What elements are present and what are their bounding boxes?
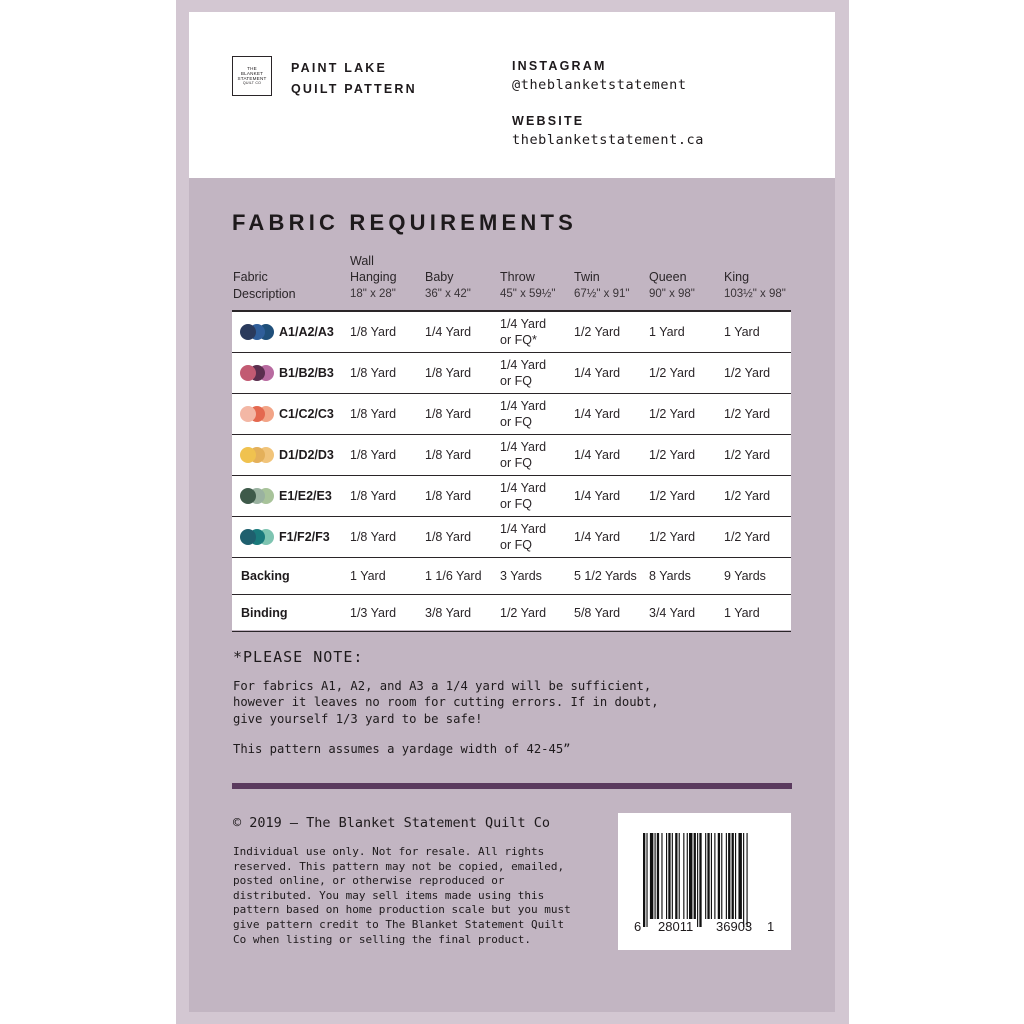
table-cell: 1/2 Yard — [724, 529, 771, 544]
row-label: A1/A2/A3 — [279, 324, 334, 339]
barcode-bar — [697, 833, 698, 927]
instagram-label: INSTAGRAM — [512, 59, 607, 73]
copyright: © 2019 – The Blanket Statement Quilt Co — [233, 815, 550, 831]
column-header-size: 18" x 28" — [350, 287, 396, 300]
color-swatch — [240, 529, 256, 545]
table-row — [232, 435, 791, 476]
table-cell: 1/2 Yard — [724, 365, 771, 380]
table-cell: 3/8 Yard — [425, 605, 472, 620]
table-cell: 1 Yard — [724, 324, 760, 339]
table-cell: 1/4 Yard or FQ — [500, 357, 547, 388]
table-cell: 1/2 Yard — [649, 447, 696, 462]
table-row — [232, 312, 791, 353]
row-label: Backing — [241, 568, 290, 583]
table-cell: 1 1/6 Yard — [425, 568, 482, 583]
row-label: D1/D2/D3 — [279, 447, 334, 462]
column-header-size: 90" x 98" — [649, 287, 695, 300]
color-swatch — [240, 365, 256, 381]
table-cell: 1/8 Yard — [425, 488, 472, 503]
instagram-handle[interactable]: @theblanketstatement — [512, 77, 687, 93]
column-header — [350, 253, 397, 303]
column-header — [574, 269, 629, 302]
table-cell: 1 Yard — [724, 605, 760, 620]
table-cell: 1/4 Yard — [425, 324, 472, 339]
column-header-label: Baby — [425, 270, 454, 284]
table-row — [232, 476, 791, 517]
column-header-size: 45" x 59½" — [500, 287, 556, 300]
swatch-group — [240, 365, 274, 381]
table-cell: 1/2 Yard — [500, 605, 547, 620]
table-row — [232, 595, 791, 632]
barcode-bar — [675, 833, 677, 919]
fabric-table — [232, 310, 791, 630]
table-cell: 1/4 Yard or FQ — [500, 480, 547, 511]
column-header — [724, 269, 786, 302]
barcode-bar — [657, 833, 659, 919]
section-title: FABRIC REQUIREMENTS — [232, 210, 578, 235]
table-cell: 1 Yard — [350, 568, 386, 583]
barcode-bar — [683, 833, 684, 919]
color-swatch — [240, 406, 256, 422]
barcode-bar — [714, 833, 715, 919]
swatch-group — [240, 406, 274, 422]
barcode-bar — [721, 833, 722, 919]
header-box — [189, 12, 835, 178]
note-title: *PLEASE NOTE: — [233, 648, 364, 666]
barcode-bar — [732, 833, 734, 919]
column-header — [500, 269, 555, 302]
website-label: WEBSITE — [512, 114, 585, 128]
column-header — [649, 269, 695, 302]
table-cell: 1/8 Yard — [425, 447, 472, 462]
table-row — [232, 353, 791, 394]
column-header-label: Queen — [649, 270, 687, 284]
table-cell: 1/2 Yard — [724, 447, 771, 462]
barcode-bar — [655, 833, 656, 919]
color-swatch — [240, 447, 256, 463]
barcode-bar — [747, 833, 748, 927]
logo-line: BLANKET — [240, 71, 264, 76]
barcode-bar — [705, 833, 706, 919]
column-header — [425, 269, 471, 302]
table-cell: 1/4 Yard or FQ — [500, 521, 547, 552]
barcode — [618, 813, 791, 950]
column-header-label: King — [724, 270, 750, 284]
barcode-digits-right: 36903 — [716, 919, 753, 934]
pattern-name-line2: QUILT PATTERN — [291, 82, 417, 96]
table-cell: 1/3 Yard — [350, 605, 397, 620]
table-cell: 1/8 Yard — [350, 406, 397, 421]
barcode-bar — [672, 833, 673, 919]
table-row — [232, 394, 791, 435]
logo-line: THE — [247, 66, 257, 71]
barcode-bar — [743, 833, 744, 927]
note-body: For fabrics A1, A2, and A3 a 1/4 yard will be sufficient, however it leaves no room for cutting errors. If in doubt, give yourself 1/3 yard to be safe! — [233, 679, 659, 726]
table-cell: 1/8 Yard — [350, 365, 397, 380]
barcode-bar — [738, 833, 741, 919]
barcode-digits-left: 28011 — [658, 919, 694, 934]
barcode-bar — [661, 833, 662, 919]
row-label: Binding — [241, 605, 288, 620]
barcode-digit-check: 1 — [767, 919, 775, 934]
barcode-bar — [679, 833, 680, 919]
table-cell: 1/4 Yard — [574, 529, 621, 544]
table-cell: 5/8 Yard — [574, 605, 621, 620]
column-header-label: Hanging — [350, 270, 397, 284]
divider — [232, 783, 792, 789]
note-extra: This pattern assumes a yardage width of 42-45” — [233, 742, 571, 756]
pattern-name-line1: PAINT LAKE — [291, 61, 388, 75]
column-header-size: 103½" x 98" — [724, 287, 786, 300]
column-header-size: 67½" x 91" — [574, 287, 630, 300]
table-cell: 1/4 Yard — [574, 406, 621, 421]
barcode-bar — [726, 833, 727, 919]
website-url[interactable]: theblanketstatement.ca — [512, 132, 705, 148]
column-header-size: 36" x 42" — [425, 287, 471, 300]
color-swatch — [240, 488, 256, 504]
barcode-bar — [728, 833, 730, 919]
table-cell: 1/2 Yard — [724, 406, 771, 421]
pattern-name — [291, 58, 417, 100]
table-cell: 1/8 Yard — [350, 488, 397, 503]
table-cell: 1/8 Yard — [350, 447, 397, 462]
table-cell: 1/8 Yard — [350, 324, 397, 339]
barcode-bar — [707, 833, 709, 919]
table-header — [0, 253, 1024, 309]
barcode-bar — [666, 833, 667, 919]
color-swatch — [240, 324, 256, 340]
row-label: F1/F2/F3 — [279, 529, 330, 544]
barcode-bar — [718, 833, 720, 919]
table-cell: 1/4 Yard or FQ — [500, 439, 547, 470]
table-cell: 1/4 Yard or FQ* — [500, 316, 547, 347]
swatch-group — [240, 488, 274, 504]
table-cell: 1/2 Yard — [724, 488, 771, 503]
table-cell: 1/2 Yard — [649, 529, 696, 544]
column-header-label: Description — [233, 286, 296, 301]
table-row — [232, 517, 791, 558]
barcode-bars — [618, 813, 791, 950]
swatch-group — [240, 447, 274, 463]
row-label: B1/B2/B3 — [279, 365, 334, 380]
table-cell: 9 Yards — [724, 568, 766, 583]
column-header-label: Fabric — [233, 270, 268, 284]
barcode-bar — [687, 833, 688, 919]
column-header-label: Twin — [574, 270, 600, 284]
table-cell: 1/8 Yard — [425, 365, 472, 380]
table-cell: 1/4 Yard — [574, 365, 621, 380]
swatch-group — [240, 529, 274, 545]
column-header-label: Throw — [500, 270, 535, 284]
barcode-bar — [643, 833, 645, 927]
barcode-bar — [735, 833, 736, 919]
table-cell: 1/2 Yard — [649, 488, 696, 503]
table-cell: 1/8 Yard — [425, 406, 472, 421]
legal-text: Individual use only. Not for resale. All rights reserved. This pattern may not be copied, emailed, posted online, or otherwise reproduced or distributed. You may sell items made using this pattern based on home production scale but you must give pattern credit to The Blanket Statement Quilt Co when listing or selling the final product. — [233, 845, 571, 946]
table-cell: 1/4 Yard or FQ — [500, 398, 547, 429]
table-cell: 1/2 Yard — [649, 406, 696, 421]
barcode-bar — [650, 833, 653, 919]
table-cell: 3 Yards — [500, 568, 542, 583]
table-cell: 1/2 Yard — [574, 324, 621, 339]
table-cell: 1 Yard — [649, 324, 685, 339]
column-header — [233, 269, 296, 302]
swatch-group — [240, 324, 274, 340]
row-label: E1/E2/E3 — [279, 488, 332, 503]
table-cell: 1/4 Yard — [574, 447, 621, 462]
logo-line: STATEMENT — [237, 76, 267, 81]
brand-logo — [232, 56, 272, 96]
table-row — [232, 558, 791, 595]
barcode-bar — [711, 833, 712, 919]
logo-line: QUILT CO — [242, 81, 262, 85]
table-cell: 1/8 Yard — [350, 529, 397, 544]
table-cell: 1/8 Yard — [425, 529, 472, 544]
table-cell: 3/4 Yard — [649, 605, 696, 620]
barcode-bar — [646, 833, 647, 927]
barcode-bar — [689, 833, 692, 919]
table-cell: 8 Yards — [649, 568, 691, 583]
row-label: C1/C2/C3 — [279, 406, 334, 421]
table-cell: 5 1/2 Yards — [574, 568, 637, 583]
barcode-bar — [694, 833, 696, 919]
table-cell: 1/4 Yard — [574, 488, 621, 503]
table-cell: 1/2 Yard — [649, 365, 696, 380]
barcode-digit-lead: 6 — [634, 919, 642, 934]
column-header-label: Wall — [350, 253, 374, 268]
barcode-bar — [668, 833, 670, 919]
barcode-bar — [699, 833, 701, 927]
